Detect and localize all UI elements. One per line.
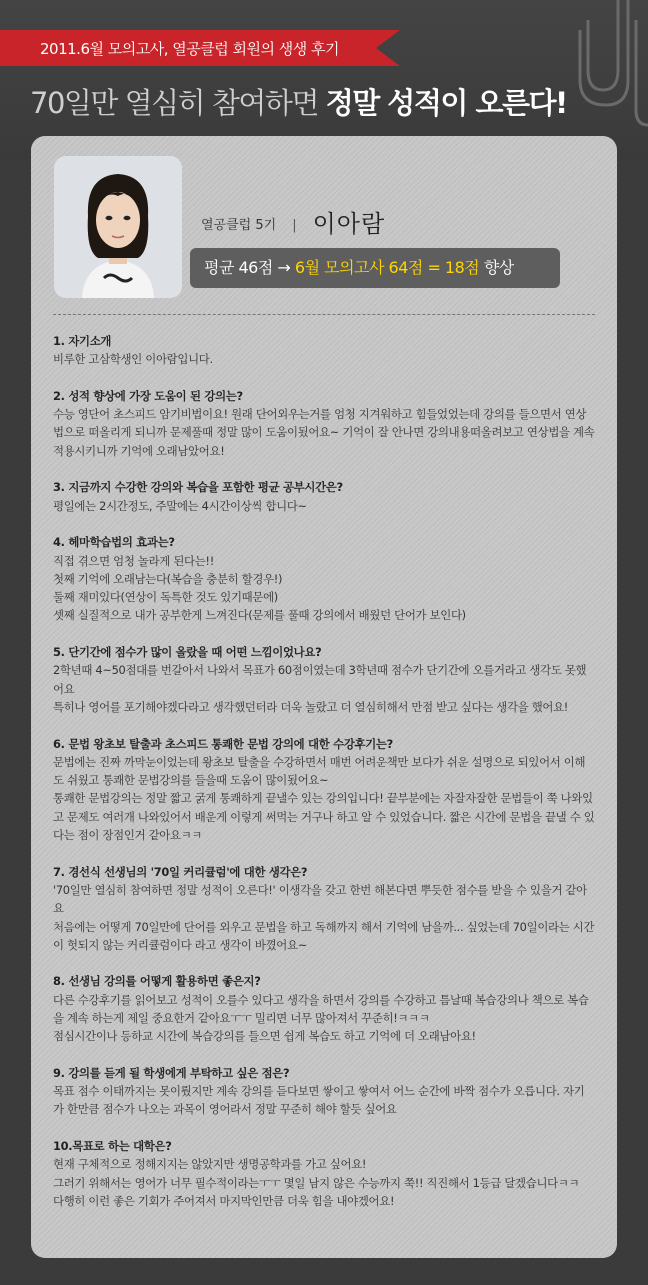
answer-line: 문법에는 진짜 까막눈이었는데 왕초보 탈출을 수강하면서 매번 어려운책만 보다가 쉬운 설명으로 되있어서 이해도 쉬웠고 통쾌한 문법강의를 들을때 도움이 많이됬어요~ <box>53 754 586 788</box>
score-suffix: 향상 <box>479 258 514 277</box>
answer-line: 첫째 기억에 오래남는다(복습을 충분히 할경우!) <box>53 571 283 586</box>
answer-line: 점심시간이나 등하교 시간에 복습강의를 들으면 쉽게 복습도 하고 기억에 더 오래남아요! <box>53 1029 476 1044</box>
question: 10.목표로 하는 대학은? <box>53 1139 172 1154</box>
qa-item <box>53 478 595 515</box>
qa-item <box>53 643 595 716</box>
question: 5. 단기간에 점수가 많이 올랐을 때 어떤 느낌이었나요? <box>53 645 322 660</box>
score-summary <box>190 248 560 288</box>
answer-line: 평일에는 2시간정도, 주말에는 4시간이상씩 합니다~ <box>53 498 307 513</box>
question: 9. 강의를 듣게 될 학생에게 부탁하고 싶은 점은? <box>53 1065 290 1080</box>
answer-line: 다행히 이런 좋은 기회가 주어져서 마지막인만큼 더욱 힘을 내야겠어요! <box>53 1193 395 1208</box>
answer-line: 처음에는 어떻게 70일만에 단어를 외우고 문법을 하고 독해까지 해서 기억에 남을까... 싶었는데 70일이라는 시간이 헛되지 않는 커리큘럼이다 라고 생각이 바꼈어요~ <box>53 919 595 952</box>
qa-item <box>53 863 595 954</box>
score-before: 평균 46점 → <box>204 258 295 277</box>
question: 4. 헤마학습법의 효과는? <box>53 535 175 550</box>
answer-line: 셋째 실질적으로 내가 공부한게 느껴진다(문제를 풀때 강의에서 배웠던 단어가 보인다) <box>53 608 466 623</box>
answer-line: 통쾌한 문법강의는 정말 짧고 굵게 통쾌하게 끝낼수 있는 강의입니다! 끝부분에는 자잘자잘한 문법들이 쭉 나와있고 문제도 여러개 나와있어서 배운게 이렇게 써먹는 거구나 하고 알 수 있었습니다. 짧은 시간에 문법을 끝낼 수 있다는 점이 장점인거 같아요ㅋㅋ <box>53 791 595 843</box>
answer-line: 현재 구체적으로 정해지지는 않았지만 생명공학과를 가고 싶어요! <box>53 1157 367 1172</box>
answer-line: 목표 점수 이태까지는 못이뤘지만 계속 강의를 듣다보면 쌓이고 쌓여서 어느 순간에 바짝 점수가 오릅니다. 자기가 한만큼 점수가 나오는 과목이 영어라서 정말 꾸준히 해야 할듯 싶어요 <box>53 1084 585 1117</box>
headline-normal: 70일만 열심히 참여하면 <box>30 86 326 120</box>
score-after: 6월 모의고사 64점 = 18점 <box>294 258 480 277</box>
club-label: 열공클럽 5기 <box>201 218 277 233</box>
qa-list <box>53 332 595 1229</box>
answer-line: 특히나 영어를 포기해야겠다라고 생각했던터라 더욱 놀랐고 더 열심히해서 만점 받고 싶다는 생각을 했어요! <box>53 699 569 714</box>
student-name: 이아람 <box>312 210 386 238</box>
question: 6. 문법 왕초보 탈출과 초스피드 통쾌한 문법 강의에 대한 수강후기는? <box>53 736 393 751</box>
student-photo <box>54 156 182 298</box>
answer-line: 다른 수강후기를 읽어보고 성적이 오를수 있다고 생각을 하면서 강의를 수강하고 틈날때 복습강의나 책으로 복습을 계속 하는게 제일 중요한거 같아요ㅜㅜ 밀리면 너무 많아져서 꾸준히!ㅋㅋㅋ <box>53 992 589 1025</box>
question: 3. 지금까지 수강한 강의와 복습을 포함한 평균 공부시간은? <box>53 480 343 495</box>
qa-item <box>53 1064 595 1119</box>
answer-line: 비루한 고삼학생인 이아람입니다. <box>53 352 213 367</box>
answer-line: '70일만 열심히 참여하면 정말 성적이 오른다!' 이생각을 갖고 한번 해본다면 뿌듯한 점수를 받을 수 있을거 같아요 <box>53 882 587 916</box>
member-info <box>201 209 385 239</box>
answer-line: 2학년때 4~50점대를 번갈아서 나와서 목표가 60점이였는데 3학년때 점수가 단기간에 오를거라고 생각도 못했어요 <box>53 663 587 696</box>
headline <box>30 83 630 123</box>
qa-item <box>53 332 595 369</box>
question: 8. 선생님 강의를 어떻게 활용하면 좋은지? <box>53 974 261 989</box>
qa-item <box>53 533 595 624</box>
answer-line: 직접 겪으면 엄청 놀라게 된다는!! <box>53 553 214 568</box>
ribbon-text: 2011.6월 모의고사, 열공클럽 회원의 생생 후기 <box>40 40 339 58</box>
answer-line: 수능 영단어 초스피드 암기비법이요! 원래 단어외우는거를 엄청 지겨워하고 힘들었었는데 강의를 들으면서 연상법으로 떠올리게 되니까 문제풀때 정말 많이 도움이됬어요~ 기억이 잘 안나면 강의내용떠올려보고 연상법을 계속 적용시키니까 기억에 오래남았어요! <box>53 407 595 458</box>
review-card <box>31 136 617 1258</box>
qa-item <box>53 387 595 460</box>
question: 1. 자기소개 <box>53 334 112 348</box>
question: 7. 경선식 선생님의 '70일 커리큘럼'에 대한 생각은? <box>53 864 308 879</box>
separator: | <box>292 218 297 233</box>
portrait-image <box>54 156 182 298</box>
answer-line: 둘째 재미있다(연상이 독특한 것도 있기때문에) <box>53 590 278 605</box>
qa-item <box>53 972 595 1045</box>
answer-line: 그러기 위해서는 영어가 너무 필수적이라는ㅜㅜ 몇일 남지 않은 수능까지 쭉!! 직진해서 1등급 달겠습니다ㅋㅋ <box>53 1175 580 1190</box>
qa-item <box>53 735 595 845</box>
question: 2. 성적 향상에 가장 도움이 된 강의는? <box>53 388 243 403</box>
dashed-divider <box>53 314 595 315</box>
headline-strong: 정말 성적이 오른다! <box>325 86 567 120</box>
qa-item <box>53 1137 595 1210</box>
